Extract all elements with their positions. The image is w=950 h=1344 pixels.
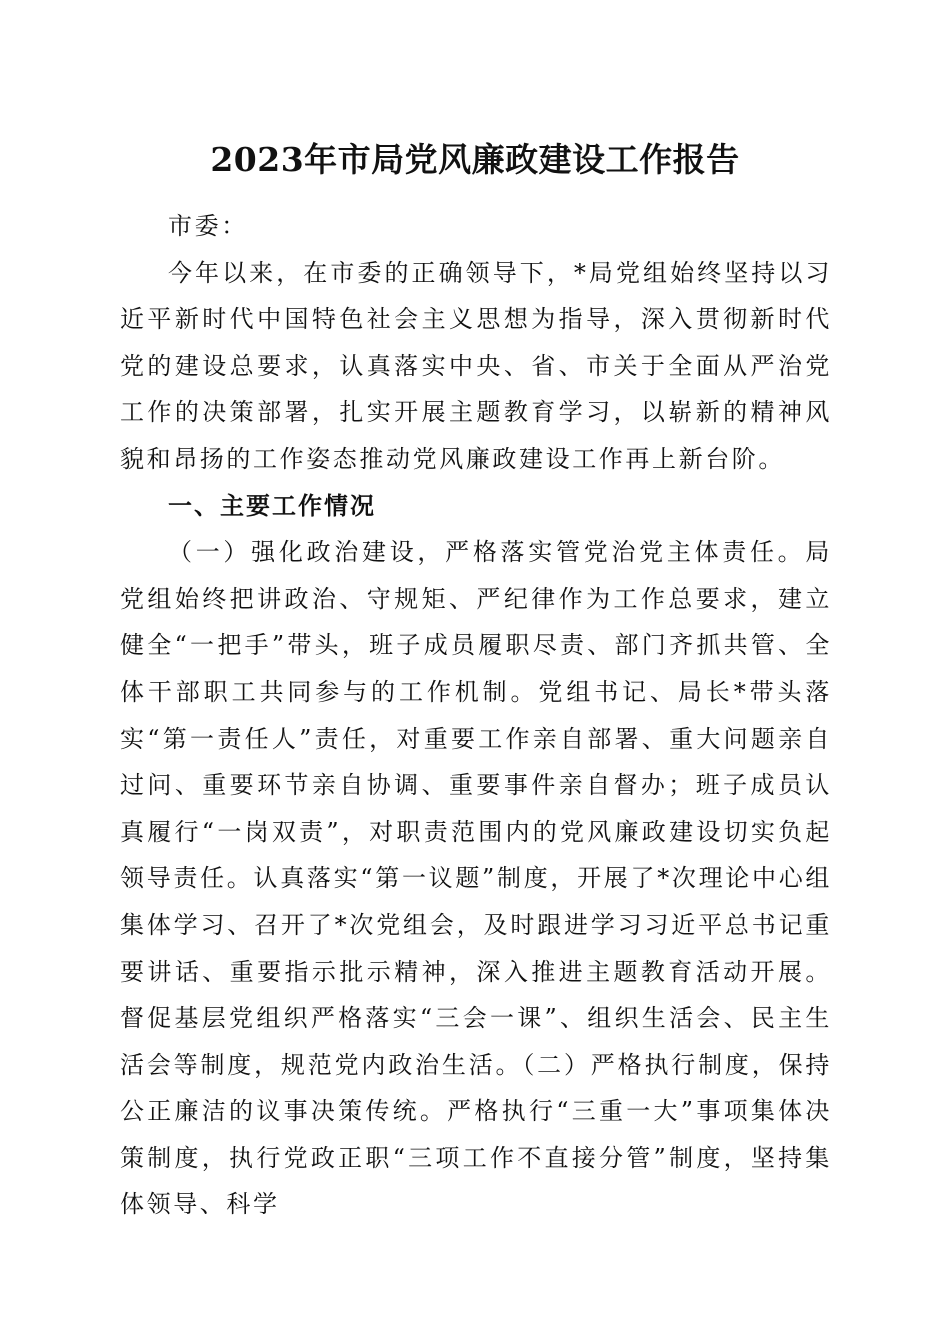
salutation: 市委： xyxy=(168,212,248,240)
section-heading: 一、主要工作情况 xyxy=(168,490,376,520)
document-body xyxy=(120,203,832,1228)
intro-paragraph: 今年以来，在市委的正确领导下，*局党组始终坚持以习近平新时代中国特色社会主义思想为指导，深入贯彻新时代党的建设总要求，认真落实中央、省、市关于全面从严治党工作的决策部署，扎实开展主题教育学习，以崭新的精神风貌和昂扬的工作姿态推动党风廉政建设工作再上新台阶。 xyxy=(120,258,832,473)
document-title: 2023年市局党风廉政建设工作报告 xyxy=(210,140,740,179)
section-paragraph: （一）强化政治建设，严格落实管党治党主体责任。局党组始终把讲政治、守规矩、严纪律作为工作总要求，建立健全“一把手”带头，班子成员履职尽责、部门齐抓共管、全体干部职工共同参与的工作机制。党组书记、局长*带头落实“第一责任人”责任，对重要工作亲自部署、重大问题亲自过问、重要环节亲自协调、重要事件亲自督办；班子成员认真履行“一岗双责”，对职责范围内的党风廉政建设切实负起领导责任。认真落实“第一议题”制度，开展了*次理论中心组集体学习、召开了*次党组会，及时跟进学习习近平总书记重要讲话、重要指示批示精神，深入推进主题教育活动开展。督促基层党组织严格落实“三会一课”、组织生活会、民主生活会等制度，规范党内政治生活。（二）严格执行制度，保持公正廉洁的议事决策传统。严格执行“三重一大”事项集体决策制度，执行党政正职“三项工作不直接分管”制度，坚持集体领导、科学 xyxy=(120,538,832,1219)
